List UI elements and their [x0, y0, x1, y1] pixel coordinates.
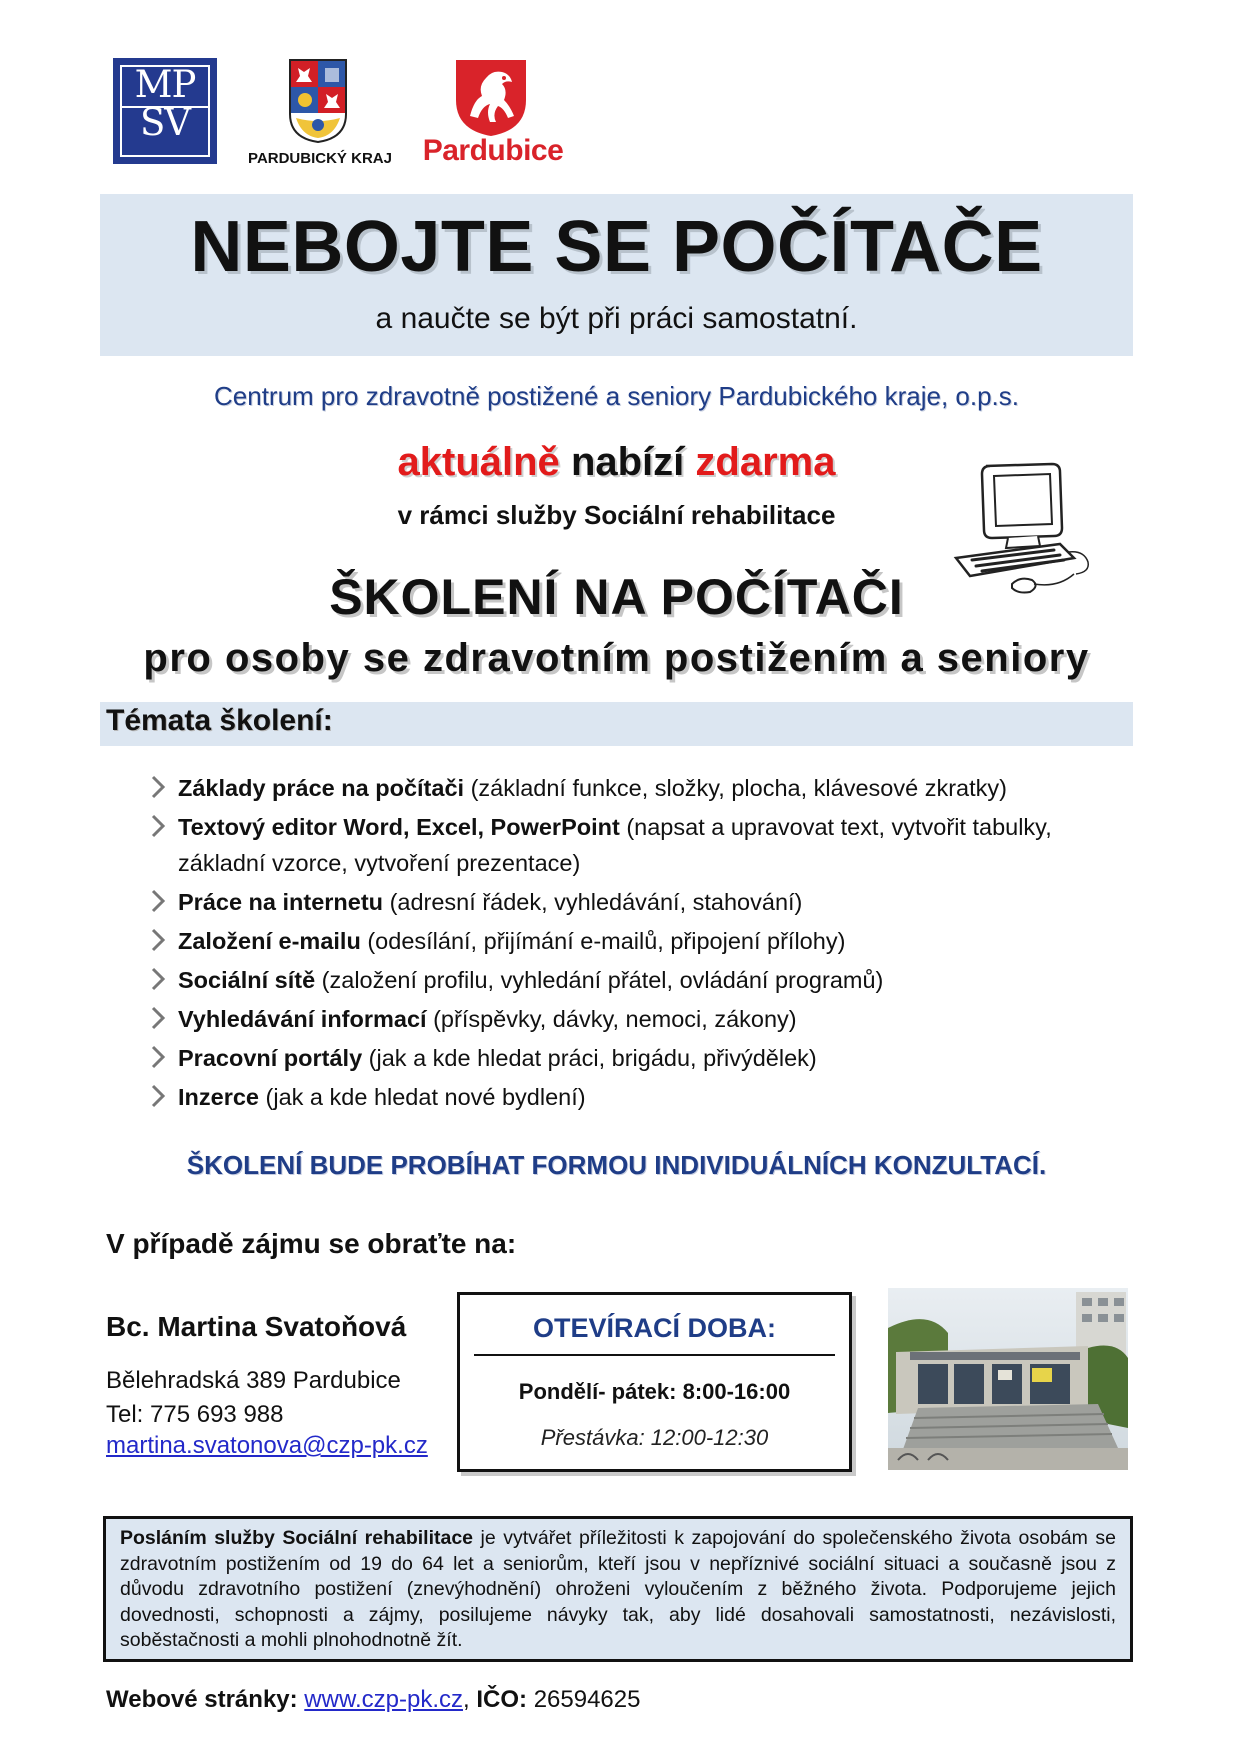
topic-detail: (příspěvky, dávky, nemoci, zákony) [426, 1006, 797, 1032]
consultation-notice: ŠKOLENÍ BUDE PROBÍHAT FORMOU INDIVIDUÁLNÍCH KONZULTACÍ. [186, 1150, 1047, 1180]
arrow-bullet-icon [150, 927, 166, 953]
contact-address: Bělehradská 389 Pardubice [106, 1367, 401, 1394]
opening-hours-days: Pondělí- pátek: 8:00-16:00 [518, 1379, 791, 1404]
topic-label: Sociální sítě [178, 967, 316, 993]
website-link[interactable]: www.czp-pk.cz [304, 1686, 463, 1713]
topic-detail: (jak a kde hledat nové bydlení) [259, 1084, 586, 1110]
opening-hours-break: Přestávka: 12:00-12:30 [540, 1425, 769, 1450]
mpsv-logo [113, 58, 217, 164]
topics-list [148, 770, 1138, 1118]
topic-detail: (napsat a upravovat text, vytvořit tabulky, základní vzorce, vytvoření prezentace) [178, 814, 1052, 876]
footer-ico-value: 26594625 [533, 1686, 641, 1713]
arrow-bullet-icon [150, 1083, 166, 1109]
topic-label: Textový editor Word, Excel, PowerPoint [178, 814, 620, 840]
arrow-bullet-icon [150, 813, 166, 839]
topic-label: Založení e-mailu [178, 928, 361, 954]
offer-word-offers: nabízí [570, 440, 685, 484]
mission-box [103, 1516, 1133, 1662]
topic-label: Inzerce [178, 1084, 259, 1110]
footer-web-label: Webové stránky: [106, 1686, 298, 1713]
mission-lead: Posláním služby Sociální rehabilitace [120, 1527, 474, 1549]
arrow-bullet-icon [150, 966, 166, 992]
mpsv-logo-line1: MP [134, 63, 196, 106]
footer [106, 1686, 640, 1714]
offer-subtitle: v rámci služby Sociální rehabilitace [397, 500, 836, 530]
arrow-bullet-icon [150, 1044, 166, 1070]
topic-detail: (založení profilu, vyhledání přátel, ovládání programů) [315, 967, 884, 993]
topic-label: Vyhledávání informací [178, 1006, 427, 1032]
main-subtitle: a naučte se být při práci samostatní. [375, 302, 858, 335]
topics-title: Témata školení: [106, 704, 333, 737]
offer-word-currently: aktuálně [397, 440, 560, 484]
opening-hours-box [457, 1292, 852, 1472]
footer-ico-label: IČO: [476, 1686, 528, 1713]
topic-detail: (odesílání, přijímání e-mailů, připojení přílohy) [360, 928, 846, 954]
topic-detail: (jak a kde hledat práci, brigádu, přivýdělek) [362, 1045, 817, 1071]
list-item [148, 1001, 1138, 1037]
mpsv-logo-line2: SV [139, 101, 191, 144]
arrow-bullet-icon [150, 774, 166, 800]
pardubice-label: Pardubice [422, 134, 564, 167]
list-item [148, 884, 1138, 920]
mission-text [120, 1526, 1116, 1654]
arrow-bullet-icon [150, 1005, 166, 1031]
organization-name: Centrum pro zdravotně postižené a seniory Pardubického kraje, o.p.s. [214, 381, 1019, 411]
pardubice-horse-crest-icon [452, 56, 530, 138]
list-item [148, 1040, 1138, 1076]
list-item [148, 809, 1138, 881]
list-item [148, 1079, 1138, 1115]
contact-email-link[interactable]: martina.svatonova@czp-pk.cz [106, 1432, 428, 1459]
list-item [148, 962, 1138, 998]
offer-word-free: zdarma [695, 440, 836, 484]
contact-heading: V případě zájmu se obraťte na: [106, 1228, 517, 1259]
main-title: NEBOJTE SE POČÍTAČE [190, 207, 1043, 287]
pardubicky-kraj-crest-icon [288, 58, 348, 144]
contact-phone: Tel: 775 693 988 [106, 1401, 284, 1428]
contact-details [106, 1364, 401, 1432]
topic-label: Práce na internetu [178, 889, 384, 915]
divider [474, 1354, 835, 1356]
building-photo [888, 1288, 1128, 1470]
training-title: ŠKOLENÍ NA POČÍTAČI [329, 569, 904, 625]
arrow-bullet-icon [150, 888, 166, 914]
mission-body: je vytvářet příležitosti k zapojování do společenského života osobám se zdravotním postižením od 19 do 64 let a seniorům, kteří jsou v nepříznivé sociální situaci a současně jsou z důvodu zdravotního postižení (znevýhodnění) ohroženi vyloučením z běžného života. Podporujeme jejich dovednosti, schopnosti a zájmy, posilujeme návyky tak, aby lidé dosahovali samostatnosti, nezávislosti, soběstačnosti a mohli plnohodnotně žít. [120, 1527, 1116, 1651]
footer-separator: , [463, 1686, 470, 1713]
pardubicky-kraj-label: PARDUBICKÝ KRAJ [248, 150, 392, 167]
topic-label: Pracovní portály [178, 1045, 363, 1071]
contact-name: Bc. Martina Svatoňová [106, 1311, 407, 1342]
topic-detail: (základní funkce, složky, plocha, klávesové zkratky) [464, 775, 1007, 801]
topic-detail: (adresní řádek, vyhledávání, stahování) [383, 889, 803, 915]
topic-label: Základy práce na počítači [178, 775, 465, 801]
training-subtitle: pro osoby se zdravotním postižením a seniory [143, 636, 1090, 680]
opening-hours-title: OTEVÍRACÍ DOBA: [533, 1313, 776, 1343]
list-item [148, 770, 1138, 806]
list-item [148, 923, 1138, 959]
